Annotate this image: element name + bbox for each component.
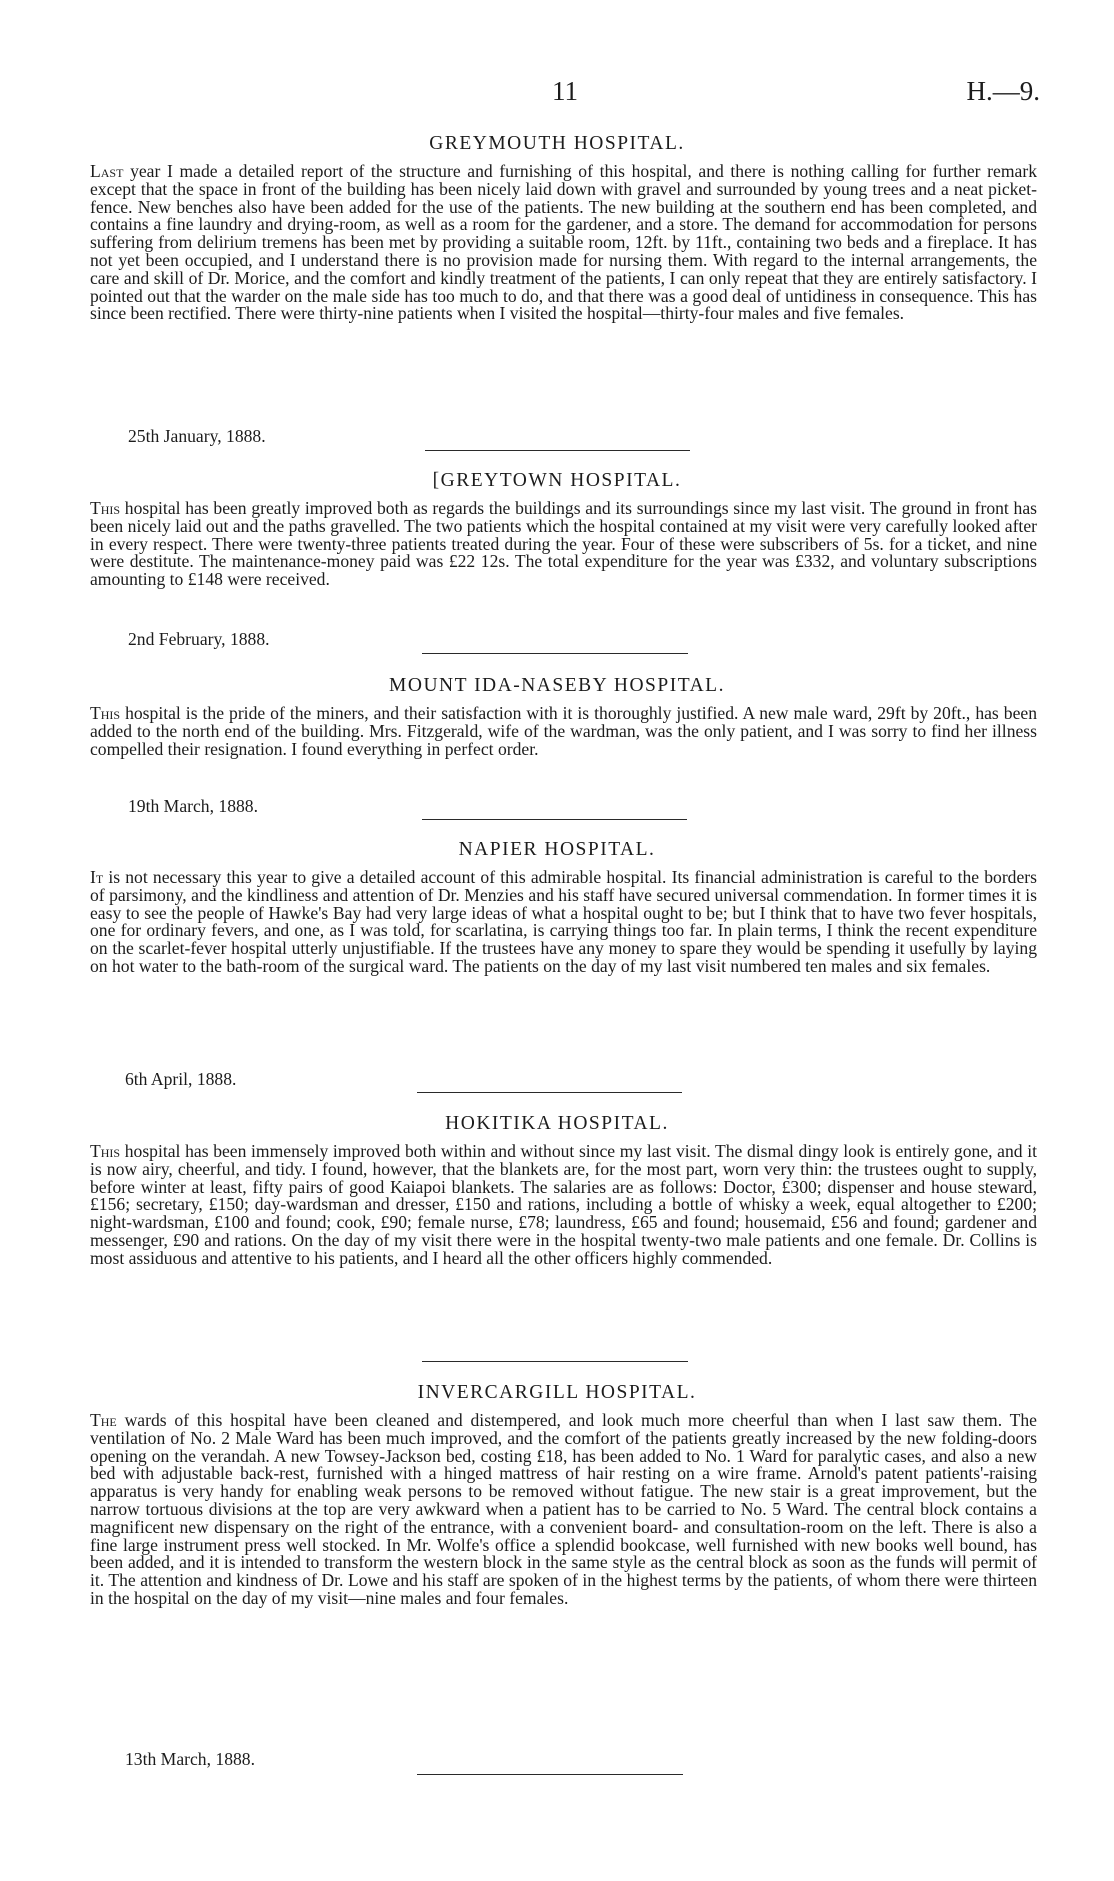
page-header (90, 76, 1040, 110)
section-title-mount-ida-naseby: MOUNT IDA-NASEBY HOSPITAL. (389, 675, 725, 696)
section-lead-word: The (90, 1410, 117, 1430)
section-title-hokitika: HOKITIKA HOSPITAL. (445, 1113, 669, 1134)
section-date-napier: 6th April, 1888. (125, 1069, 237, 1089)
section-text: hospital is the pride of the miners, and their satisfaction with it is thoroughly justified. A new male ward, 29ft by 20ft., has been added to the north end of the building. Mrs. Fitzgerald, wife of the wardman, was the only patient, and I was sorry to find her illness compelled their resignation. I found everything in perfect order. (90, 703, 1037, 759)
section-title-invercargill: INVERCARGILL HOSPITAL. (417, 1382, 697, 1403)
section-text: hospital has been greatly improved both as regards the buildings and its surroundings since my last visit. The ground in front has been nicely laid out and the paths gravelled. The two patients which the hospital contained at my visit were very carefully looked after in every respect. There were twenty-three patients treated during the year. Four of these were subscribers of 5s. for a ticket, and nine were destitute. The maintenance-money paid was £22 12s. The total expenditure for the year was £332, and voluntary subscriptions amounting to £148 were received. (90, 498, 1037, 590)
section-title-napier: NAPIER HOSPITAL. (458, 839, 656, 860)
section-text: hospital has been immensely improved both within and without since my last visit. The dismal dingy look is entirely gone, and it is now airy, cheerful, and tidy. I found, however, that the blankets are, for the most part, worn very thin: the trustees ought to supply, before winter at least, fifty pairs of good Kaiapoi blankets. The salaries are as follows: Doctor, £300; dispenser and house steward, £156; secretary, £150; day-wardsman and dresser, £150 and rations, including a bottle of whisky a week, equal altogether to £200; night-wardsman, £100 and found; cook, £90; female nurse, £78; laundress, £65 and found; housemaid, £56 and found; gardener and messenger, £90 and rations. On the day of my visit there were in the hospital twenty-two male patients and one female. Dr. Collins is most assiduous and attentive to his patients, and I heard all the other officers highly commended. (90, 1141, 1037, 1268)
section-title-greytown: [GREYTOWN HOSPITAL. (432, 470, 682, 491)
section-text: year I made a detailed report of the structure and furnishing of this hospital, and there is nothing calling for further remark except that the space in front of the building has been nicely laid down with gravel and surrounded by young trees and a neat picket-fence. New benches also have been added for the use of the patients. The new building at the southern end has been completed, and contains a fine laundry and drying-room, as well as a room for the gardener, and a store. The demand for accommodation for persons suffering from delirium tremens has been met by providing a suitable room, 12ft. by 11ft., containing two beds and a fireplace. It has not yet been occupied, and I understand there is no provision made for nursing them. With regard to the internal arrangements, the care and skill of Dr. Morice, and the comfort and kindly treatment of the patients, I can only repeat that they are entirely satisfactory. I pointed out that the warder on the male side has too much to do, and that there was a good deal of untidiness in consequence. This has since been rectified. There were thirty-nine patients when I visited the hospital—thirty-four males and five females. (90, 161, 1037, 324)
section-title-greymouth: GREYMOUTH HOSPITAL. (429, 133, 685, 154)
document-reference: H.—9. (966, 76, 1040, 106)
section-body-invercargill (90, 1412, 1037, 1608)
section-lead-word: This (90, 1141, 121, 1161)
section-lead-word: This (90, 703, 121, 723)
section-date-mount-ida-naseby: 19th March, 1888. (128, 796, 258, 816)
section-date-invercargill: 13th March, 1888. (125, 1749, 255, 1769)
section-divider (422, 1361, 688, 1362)
section-body-greytown (90, 500, 1037, 589)
section-text: wards of this hospital have been cleaned and distempered, and look much more cheerful than when I last saw them. The ventilation of No. 2 Male Ward has been much improved, and the comfort of the patients greatly increased by the new folding-doors opening on the verandah. A new Towsey-Jackson bed, costing £18, has been added to No. 1 Ward for paralytic cases, and also a new bed with adjustable back-rest, furnished with a hinged mattress of hair resting on a wire frame. Arnold's patent patients'-raising apparatus is very handy for enabling weak persons to be removed without fatigue. The new stair is a great improvement, but the narrow tortuous divisions at the top are very awkward when a patient has to be carried to No. 5 Ward. The central block contains a magnificent new dispensary on the right of the entrance, with a convenient board- and consultation-room on the left. There is also a fine large instrument press well stocked. In Mr. Wolfe's office a splendid bookcase, well furnished with new books well bound, has been added, and it is intended to transform the western block in the same style as the central block as soon as the funds will permit of it. The attention and kindness of Dr. Lowe and his staff are spoken of in the highest terms by the patients, of whom there were thirteen in the hospital on the day of my visit—nine males and four females. (90, 1410, 1037, 1608)
section-body-hokitika (90, 1143, 1037, 1268)
section-date-greytown: 2nd February, 1888. (128, 629, 270, 649)
section-lead-word: Last (90, 161, 124, 181)
section-divider (422, 819, 687, 820)
section-lead-word: It (90, 867, 104, 887)
section-body-mount-ida-naseby (90, 705, 1037, 758)
section-date-greymouth: 25th January, 1888. (128, 426, 266, 446)
section-body-napier (90, 869, 1037, 976)
section-lead-word: This (90, 498, 121, 518)
section-divider (417, 1092, 682, 1093)
page-number: 11 (552, 76, 578, 106)
section-divider (422, 653, 688, 654)
section-text: is not necessary this year to give a detailed account of this admirable hospital. Its financial administration is careful to the borders of parsimony, and the kindliness and attention of Dr. Menzies and his staff have secured universal commendation. In former times it is easy to see the people of Hawke's Bay had very large ideas of what a hospital ought to be; but I think that to have two fever hospitals, one for ordinary fevers, and one, as I was told, for scarlatina, is carrying things too far. In plain terms, I think the recent expenditure on the scarlet-fever hospital utterly unjustifiable. If the trustees have any money to spare they would be spending it usefully by laying on hot water to the bath-room of the surgical ward. The patients on the day of my last visit numbered ten males and six females. (90, 867, 1037, 976)
section-divider (425, 450, 690, 451)
section-divider (417, 1774, 683, 1775)
section-body-greymouth (90, 163, 1037, 323)
